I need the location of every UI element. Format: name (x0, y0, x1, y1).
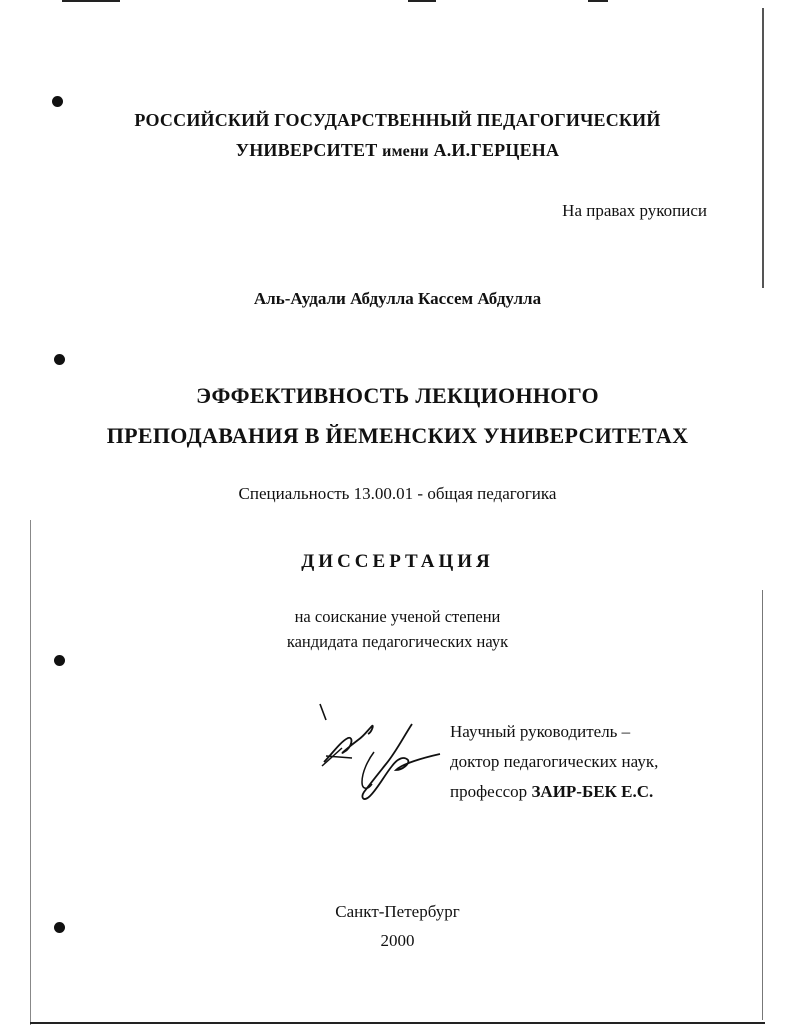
advisor-title: профессор (450, 782, 528, 801)
university-name-line1: РОССИЙСКИЙ ГОСУДАРСТВЕННЫЙ ПЕДАГОГИЧЕСКИЙ (134, 110, 661, 130)
advisor-signature (312, 700, 452, 810)
top-edge-line-left (62, 0, 120, 2)
top-edge-line-right (588, 0, 608, 2)
degree-line2: кандидата педагогических наук (286, 632, 509, 651)
city: Санкт-Петербург (335, 902, 460, 921)
advisor-line1: Научный руководитель – (450, 722, 631, 741)
author-name: Аль-Аудали Абдулла Кассем Абдулла (253, 289, 542, 308)
bottom-edge-line (30, 1022, 765, 1024)
university-imeni: имени (382, 143, 429, 160)
binder-hole-dot (54, 655, 65, 666)
binder-hole-dot (52, 96, 63, 107)
university-word: УНИВЕРСИТЕТ (235, 140, 378, 160)
right-edge-line-lower (762, 590, 763, 1020)
specialty: Специальность 13.00.01 - общая педагогика (238, 484, 557, 503)
advisor-line3 (450, 782, 653, 802)
year: 2000 (380, 931, 415, 950)
dissertation-title-line1: ЭФФЕКТИВНОСТЬ ЛЕКЦИОННОГО (196, 383, 599, 408)
university-name-line2 (0, 140, 795, 161)
university-herzen: А.И.ГЕРЦЕНА (433, 140, 560, 160)
document-type: ДИССЕРТАЦИЯ (301, 551, 494, 572)
top-edge-line-center (408, 0, 436, 2)
degree-line1: на соискание ученой степени (294, 607, 501, 626)
advisor-line2: доктор педагогических наук, (450, 752, 659, 771)
dissertation-title-line2: ПРЕПОДАВАНИЯ В ЙЕМЕНСКИХ УНИВЕРСИТЕТАХ (106, 423, 689, 448)
binder-hole-dot (54, 354, 65, 365)
manuscript-note: На правах рукописи (562, 201, 707, 220)
advisor-name: ЗАИР-БЕК Е.С. (531, 782, 654, 801)
